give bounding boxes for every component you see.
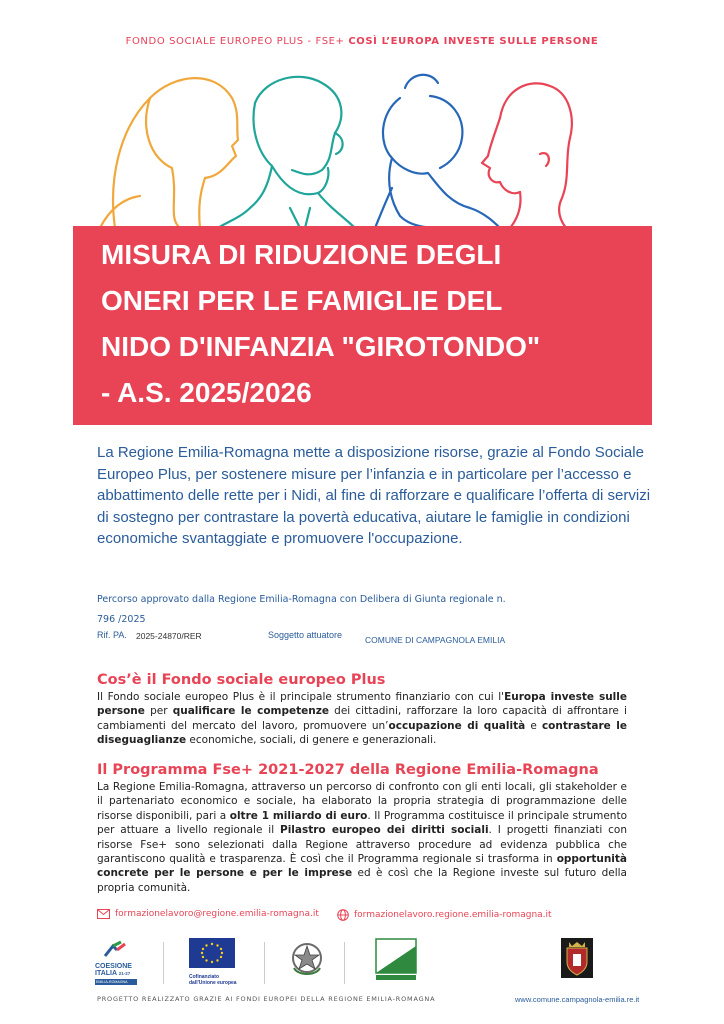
rif-label: Rif. PA. (97, 630, 127, 640)
coesione-line2: ITALIA (95, 970, 117, 977)
italian-republic-emblem (288, 938, 326, 985)
eu-flag-icon (189, 938, 235, 968)
logo-separator (163, 942, 164, 984)
approval-text: Percorso approvato dalla Regione Emilia-Romagna con Delibera di Giunta regionale n. (97, 594, 506, 605)
coesione-italia-logo (95, 940, 139, 986)
eu-line2: dall'Unione europea (189, 980, 237, 986)
section-programma-title: Il Programma Fse+ 2021-2027 della Regione Emilia-Romagna (97, 762, 599, 778)
title-banner (73, 226, 652, 425)
section-fse-plus (97, 670, 627, 748)
web-contact[interactable] (337, 909, 552, 921)
person-orange (100, 78, 238, 228)
logo-separator (264, 942, 265, 984)
eu-line1: Cofinanziato (189, 974, 219, 980)
logos-row (95, 938, 655, 988)
comune-campagnola-crest (561, 938, 593, 983)
coesione-region: EMILIA-ROMAGNA (95, 979, 137, 985)
title-line-1: MISURA DI RIDUZIONE DEGLI (101, 239, 502, 270)
coesione-mark-icon (95, 940, 139, 958)
republic-emblem-icon (288, 938, 326, 980)
footer-text: PROGETTO REALIZZATO GRAZIE AI FONDI EUROPEI DELLA REGIONE EMILIA-ROMAGNA (97, 995, 436, 1003)
section-programma-text: La Regione Emilia-Romagna, attraverso un percorso di confronto con gli enti locali, gli stakeholder e il partenariato economico e sociale, ha elaborato la propria strategia di programmazione delle risorse disponibili, pari a oltre 1 miliardo di euro. Il Programma costituisce il principale strumento per attuare a livello regionale il Pilastro europeo dei diritti sociali. I progetti finanziati con risorse Fse+ sono selezionati dalla Regione attraverso procedure ad evidenza pubblica che garantiscono qualità e trasparenza. È così che il Programma regionale si trasforma in opportunità concrete per le persone e per le imprese ed è così che la Regione investe sul futuro della propria comunità. (97, 781, 627, 894)
top-tagline (0, 36, 724, 47)
coesione-line1: COESIONE (95, 963, 132, 970)
soggetto-label: Soggetto attuatore (268, 630, 343, 640)
section-programma (97, 760, 627, 895)
logo-separator (344, 942, 345, 984)
regione-er-logo (375, 938, 417, 987)
intro-paragraph: La Regione Emilia-Romagna mette a disposizione risorse, grazie al Fondo Sociale Europeo Plus, per sostenere misure per l’infanzia e in particolare per l’accesso e abbattimento delle rette per i Nidi, al fine di rafforzare e qualificare l’offerta di servizi di sostegno per contrastare la povertà educativa, aiutare le famiglie in condizioni economiche svantaggiate e promuovere l'occupazione. (97, 444, 651, 547)
approval-info (97, 590, 657, 630)
soggetto-value: COMUNE DI CAMPAGNOLA EMILIA (365, 635, 506, 645)
comune-website-link[interactable]: www.comune.campagnola-emilia.re.it (515, 995, 640, 1004)
people-illustration (0, 58, 724, 228)
rif-value: 2025-24870/RER (136, 631, 202, 641)
coesione-years: 21-27 (118, 971, 131, 976)
title-line-3: NIDO D'INFANZIA "GIROTONDO" (101, 331, 541, 362)
globe-icon (337, 909, 349, 921)
mail-icon (97, 909, 110, 919)
person-blue (375, 75, 500, 228)
contacts-row (97, 909, 627, 925)
email-contact[interactable] (97, 909, 319, 919)
email-link[interactable]: formazionelavoro@regione.emilia-romagna.it (115, 909, 319, 919)
comune-crest-icon (561, 938, 593, 978)
approval-number: 796 /2025 (97, 614, 146, 625)
eu-logo (189, 938, 249, 986)
person-red (482, 83, 572, 228)
section-fse-plus-title: Cos’è il Fondo sociale europeo Plus (97, 672, 386, 688)
tagline-bold: COSÌ L’EUROPA INVESTE SULLE PERSONE (348, 36, 599, 47)
section-fse-plus-text: Il Fondo sociale europeo Plus è il principale strumento finanziario con cui l'Europa investe sulle persone per qualificare le competenze dei cittadini, rafforzare la loro capacità di affrontare i cambiamenti del mercato del lavoro, promuovere un’occupazione di qualità e contrastare le diseguaglianze economiche, sociali, di genere e generazionali. (97, 691, 627, 747)
tagline-regular: FONDO SOCIALE EUROPEO PLUS - FSE+ (125, 36, 349, 47)
title-line-4: - A.S. 2025/2026 (101, 377, 312, 408)
title-line-2: ONERI PER LE FAMIGLIE DEL (101, 285, 503, 316)
reference-row (97, 630, 657, 646)
regione-er-flag-icon (375, 938, 417, 982)
web-link[interactable]: formazionelavoro.regione.emilia-romagna.it (354, 910, 552, 920)
person-teal (218, 77, 355, 228)
